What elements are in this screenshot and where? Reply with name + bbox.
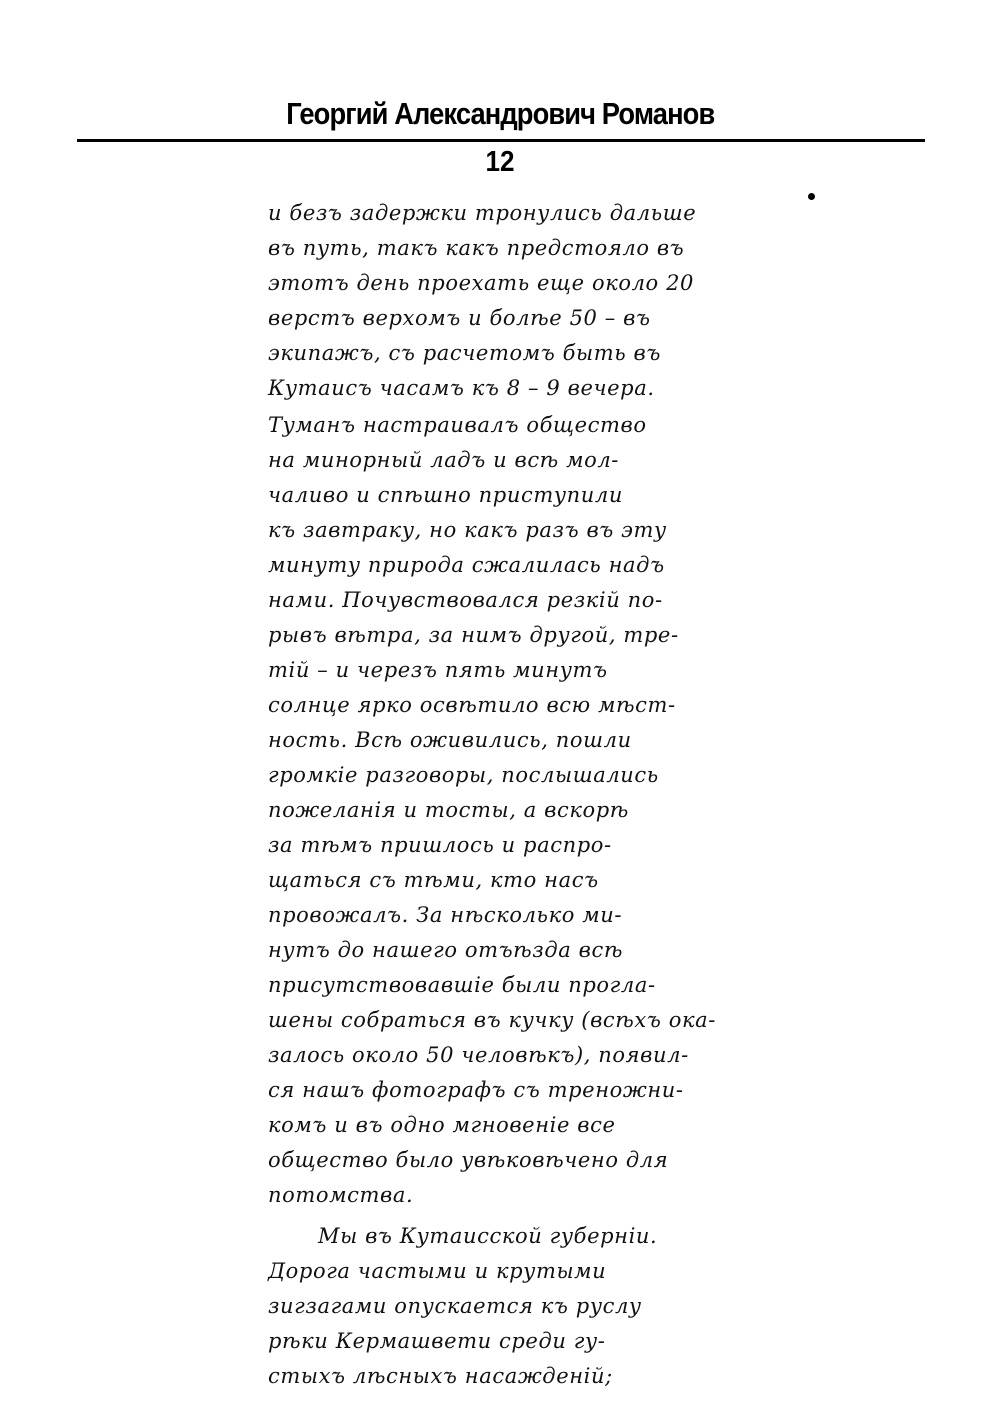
manuscript-line: Дорога частыми и крутыми — [268, 1259, 607, 1283]
manuscript-line: щаться съ тѣми, кто насъ — [268, 868, 599, 892]
manuscript-line: этотъ день проехать еще около 20 — [268, 271, 694, 295]
manuscript-line: присутствовавшіе были прогла- — [268, 973, 656, 997]
manuscript-line: Мы въ Кутаисской губерніи. — [318, 1224, 658, 1248]
running-header — [0, 96, 1000, 132]
manuscript-line: залось около 50 человѣкъ), появил- — [268, 1043, 689, 1067]
manuscript-line: на минорный ладъ и всѣ мол- — [268, 448, 620, 472]
ink-dot — [808, 193, 815, 200]
manuscript-line: стыхъ лѣсныхъ насажденій; — [268, 1364, 613, 1388]
manuscript-line: минуту природа сжалилась надъ — [268, 553, 665, 577]
manuscript-line: нами. Почувствовался резкій по- — [268, 588, 663, 612]
manuscript-line: въ путь, такъ какъ предстояло въ — [268, 236, 685, 260]
manuscript-line: чаливо и спѣшно приступили — [268, 483, 623, 507]
manuscript-line: нутъ до нашего отъѣзда всѣ — [268, 938, 623, 962]
manuscript-line: громкіе разговоры, послышались — [268, 763, 659, 787]
manuscript-line: за тѣмъ пришлось и распро- — [268, 833, 612, 857]
manuscript-line: рѣки Кермашвети среди гу- — [268, 1329, 606, 1353]
manuscript-line: комъ и въ одно мгновеніе все — [268, 1113, 616, 1137]
manuscript-line: къ завтраку, но какъ разъ въ эту — [268, 518, 667, 542]
manuscript-line: и безъ задержки тронулись дальше — [268, 201, 697, 225]
manuscript-line: рывъ вѣтра, за нимъ другой, тре- — [268, 623, 679, 647]
author-name: Георгий Александрович Романов — [285, 96, 715, 131]
manuscript-line: ность. Всѣ оживились, пошли — [268, 728, 632, 752]
manuscript-line: Кутаисъ часамъ къ 8 – 9 вечера. — [268, 376, 655, 400]
manuscript-line: зигзагами опускается къ руслу — [268, 1294, 642, 1318]
manuscript-line: верстъ верхомъ и болѣе 50 – въ — [268, 306, 651, 330]
manuscript-line: солнце ярко освѣтило всю мѣст- — [268, 693, 676, 717]
manuscript-line: тій – и черезъ пять минутъ — [268, 658, 608, 682]
manuscript-line: пожеланія и тосты, а вскорѣ — [268, 798, 629, 822]
manuscript-line: Туманъ настраивалъ общество — [268, 413, 647, 437]
manuscript-line: шены собраться въ кучку (всѣхъ ока- — [268, 1008, 716, 1032]
page-number: 12 — [485, 146, 515, 178]
manuscript-line: провожалъ. За нѣсколько ми- — [268, 903, 623, 927]
manuscript-line: потомства. — [268, 1183, 414, 1207]
header-divider — [77, 139, 925, 142]
manuscript-line: ся нашъ фотографъ съ треножни- — [268, 1078, 684, 1102]
manuscript-line: экипажъ, съ расчетомъ быть въ — [268, 341, 661, 365]
manuscript-line: общество было увѣковѣчено для — [268, 1148, 669, 1172]
